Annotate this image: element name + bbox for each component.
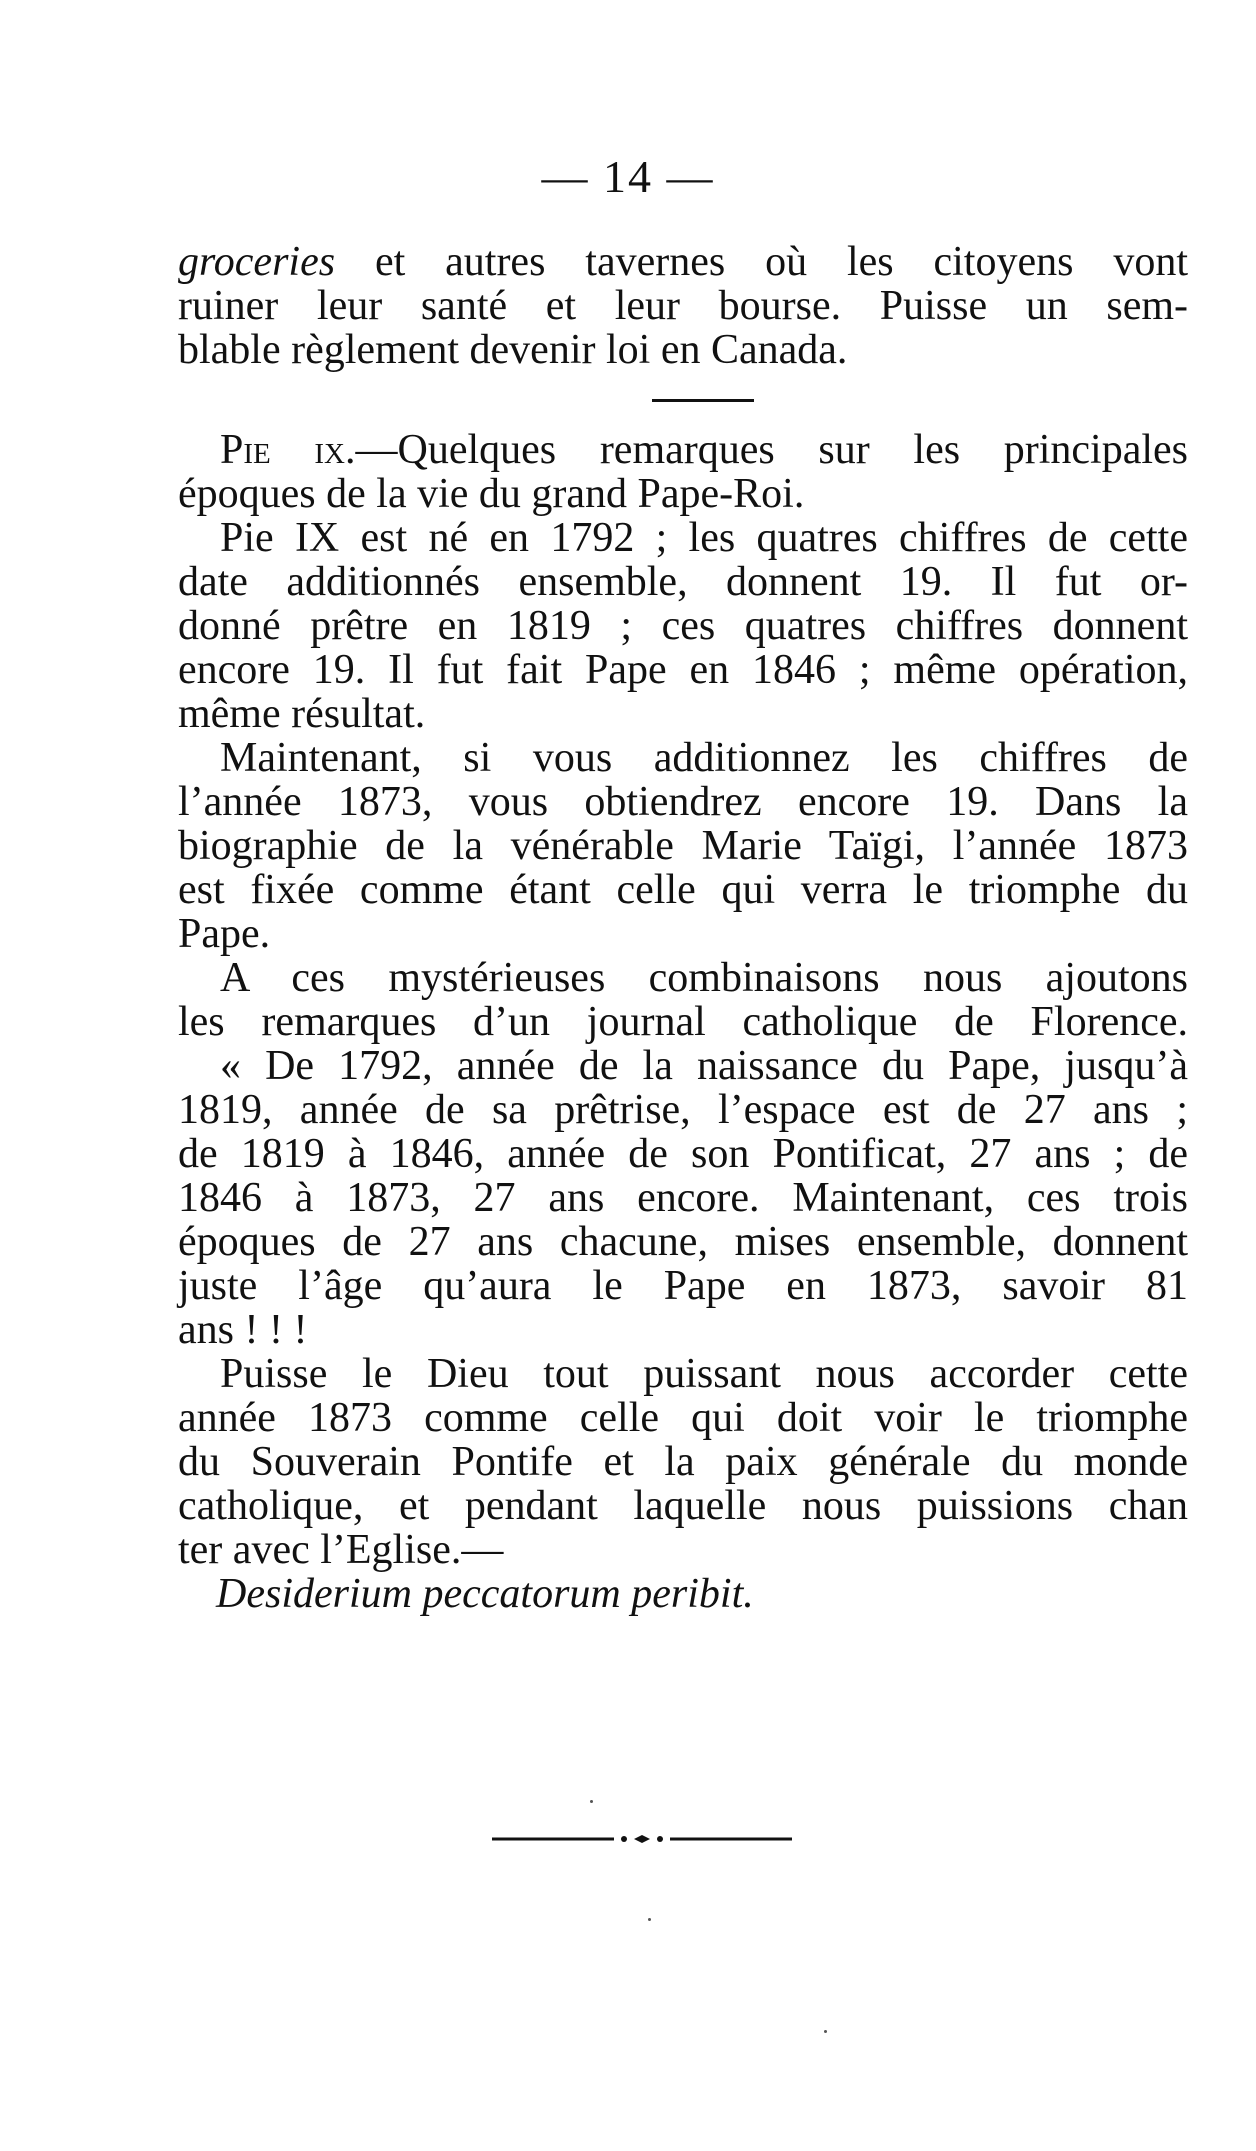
text-line: Pie IX est né en 1792 ; les quatres chiffres de cette [220, 515, 1188, 561]
text-line: ruiner leur santé et leur bourse. Puisse un sem- [178, 283, 1188, 329]
end-ornament [492, 1833, 792, 1845]
ornament-diamond [634, 1835, 650, 1843]
print-speck [648, 1918, 651, 1921]
text-line: du Souverain Pontife et la paix générale du monde [178, 1439, 1188, 1485]
text-line: même résultat. [178, 691, 426, 737]
text-line: Pape. [178, 911, 271, 957]
ornament-dot [621, 1836, 627, 1842]
text-line: blable règlement devenir loi en Canada. [178, 327, 848, 373]
ornament-dot [657, 1836, 663, 1842]
print-speck [590, 1800, 593, 1803]
text-line: les remarques d’un journal catholique de Florence. [178, 999, 1188, 1045]
text-line: ter avec l’Eglise.— [178, 1527, 504, 1573]
section-divider [652, 399, 754, 402]
text-line: « De 1792, année de la naissance du Pape, jusqu’à [220, 1043, 1188, 1089]
text-line: catholique, et pendant laquelle nous puissions chan [178, 1483, 1188, 1529]
line-text: et autres tavernes où les citoyens vont [335, 239, 1188, 285]
text-line: date additionnés ensemble, donnent 19. Il fut or- [178, 559, 1188, 605]
text-line: 1846 à 1873, 27 ans encore. Maintenant, ces trois [178, 1175, 1188, 1221]
text-line: juste l’âge qu’aura le Pape en 1873, savoir 81 [178, 1263, 1188, 1309]
print-speck [824, 2030, 827, 2033]
text-line: l’année 1873, vous obtiendrez encore 19. Dans la [178, 779, 1188, 825]
text-line [178, 428, 1188, 472]
text-line: de 1819 à 1846, année de son Pontificat, 27 ans ; de [178, 1131, 1188, 1177]
text-line: Maintenant, si vous additionnez les chiffres de [220, 735, 1188, 781]
text-line: époques de 27 ans chacune, mises ensemble, donnent [178, 1219, 1188, 1265]
line-text: —Quelques remarques sur les principales [355, 427, 1188, 473]
section-heading-smallcaps: Pie ix. [220, 427, 356, 473]
text-line: est fixée comme étant celle qui verra le triomphe du [178, 867, 1188, 913]
text-line: année 1873 comme celle qui doit voir le triomphe [178, 1395, 1188, 1441]
italic-word: groceries [178, 239, 336, 285]
page-number: — 14 — [541, 151, 715, 202]
main-text [178, 428, 1188, 1616]
text-line [178, 240, 1188, 284]
top-paragraph [178, 240, 1188, 372]
closing-quote: Desiderium peccatorum peribit. [216, 1571, 754, 1617]
text-line: Puisse le Dieu tout puissant nous accorder cette [220, 1351, 1188, 1397]
text-line: époques de la vie du grand Pape-Roi. [178, 471, 805, 517]
text-line: donné prêtre en 1819 ; ces quatres chiffres donnent [178, 603, 1188, 649]
text-line: biographie de la vénérable Marie Taïgi, l’année 1873 [178, 823, 1188, 869]
text-line: ans ! ! ! [178, 1307, 308, 1353]
text-line: 1819, année de sa prêtrise, l’espace est de 27 ans ; [178, 1087, 1188, 1133]
text-line: encore 19. Il fut fait Pape en 1846 ; même opération, [178, 647, 1188, 693]
text-line: A ces mystérieuses combinaisons nous ajoutons [220, 955, 1188, 1001]
